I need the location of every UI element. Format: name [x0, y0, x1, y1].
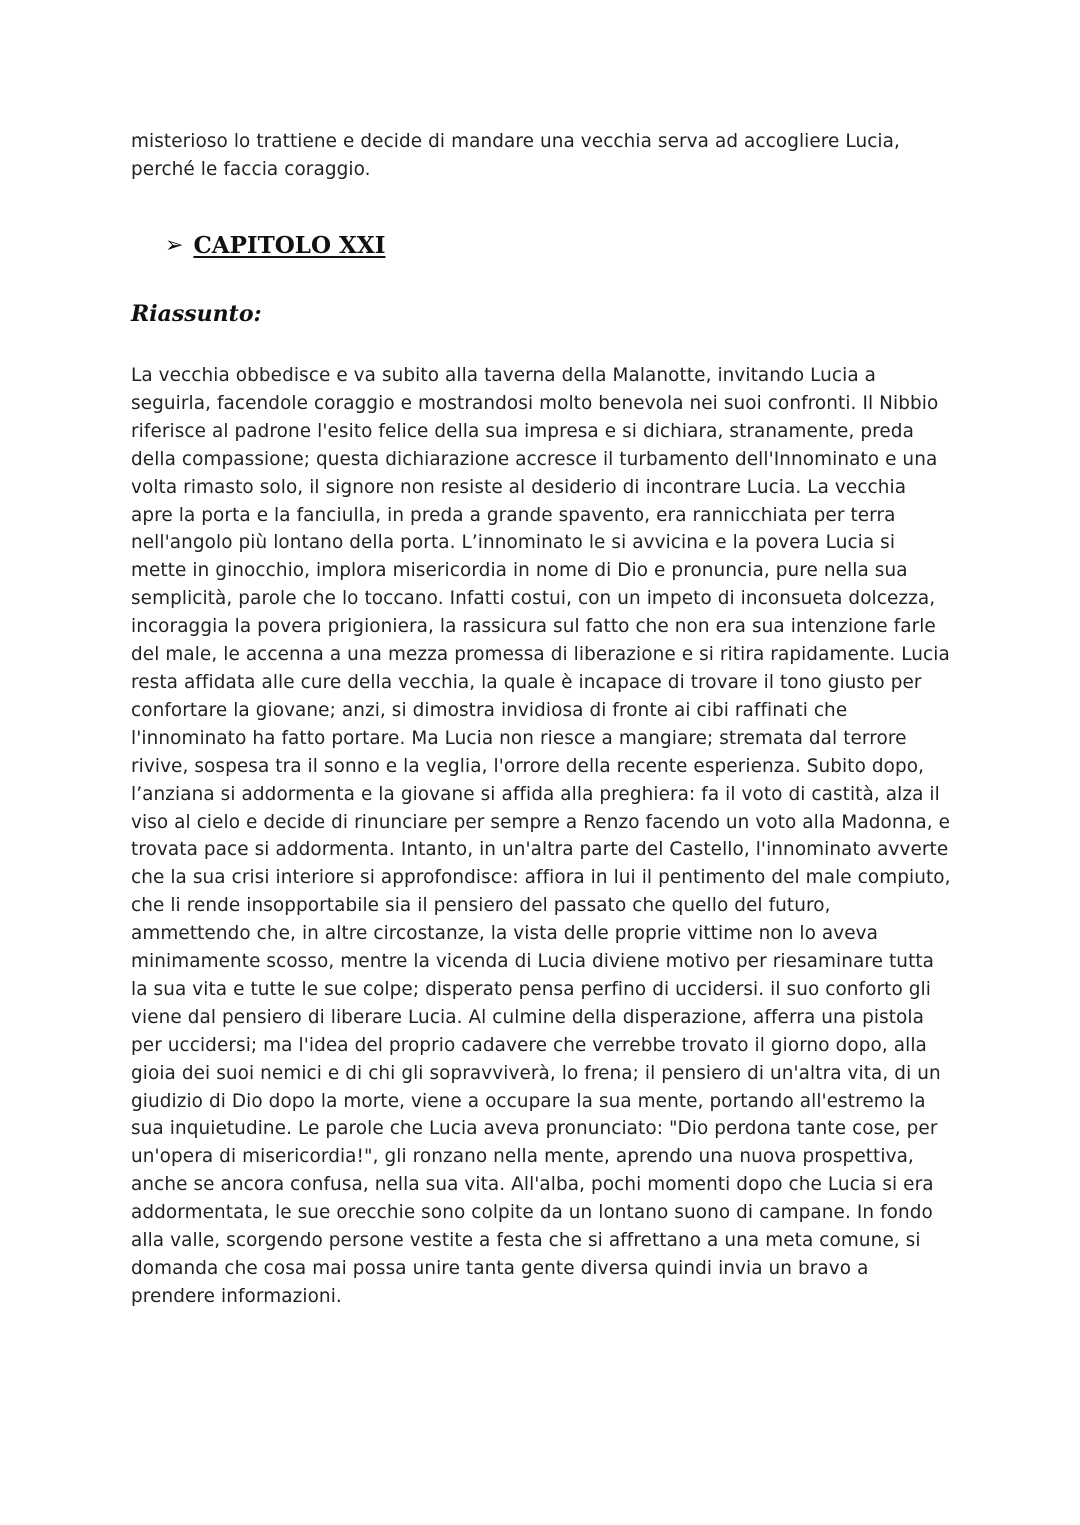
- intro-paragraph: misterioso lo trattiene e decide di mandare una vecchia serva ad accogliere Lucia, perché le faccia coraggio.: [131, 131, 900, 180]
- summary-paragraph: La vecchia obbedisce e va subito alla taverna della Malanotte, invitando Lucia a seguirla, facendole coraggio e mostrandosi molto benevola nei suoi confronti. Il Nibbio riferisce al padrone l'esito felice della sua impresa e si dichiara, stranamente, preda della compassione; questa dichiarazione accresce il turbamento dell'Innominato e una volta rimasto solo, il signore non resiste al desiderio di incontrare Lucia. La vecchia apre la porta e la fanciulla, in preda a grande spavento, era rannicchiata per terra nell'angolo più lontano della porta. L’innominato le si avvicina e la povera Lucia si mette in ginocchio, implora misericordia in nome di Dio e pronuncia, pure nella sua semplicità, parole che lo toccano. Infatti costui, con un impeto di inconsueta dolcezza, incoraggia la povera prigioniera, la rassicura sul fatto che non era sua intenzione farle del male, le accenna a una mezza promessa di liberazione e si ritira rapidamente. Lucia resta affidata alle cure della vecchia, la quale è incapace di trovare il tono giusto per confortare la giovane; anzi, si dimostra invidiosa di fronte ai cibi raffinati che l'innominato ha fatto portare. Ma Lucia non riesce a mangiare; stremata dal terrore rivive, sospesa tra il sonno e la veglia, l'orrore della recente esperienza. Subito dopo, l’anziana si addormenta e la giovane si affida alla preghiera: fa il voto di castità, alza il viso al cielo e decide di rinunciare per sempre a Renzo facendo un voto alla Madonna, e trovata pace si addormenta. Intanto, in un'altra parte del Castello, l'innominato avverte che la sua crisi interiore si approfondisce: affiora in lui il pentimento del male compiuto, che li rende insopportabile sia il pensiero del passato che quello del futuro, ammettendo che, in altre circostanze, la vista delle proprie vittime non lo aveva minimamente scosso, mentre la vicenda di Lucia diviene motivo per riesaminare tutta la sua vita e tutte le sue colpe; disperato pensa perfino di uccidersi. il suo conforto gli viene dal pensiero di liberare Lucia. Al culmine della disperazione, afferra una pistola per uccidersi; ma l'idea del proprio cadavere che verrebbe trovato il giorno dopo, alla gioia dei suoi nemici e di chi gli sopravviverà, lo frena; il pensiero di un'altra vita, di un giudizio di Dio dopo la morte, viene a occupare la sua mente, portando all'estremo la sua inquietudine. Le parole che Lucia aveva pronunciato: "Dio perdona tante cose, per un'opera di misericordia!", gli ronzano nella mente, aprendo una nuova prospettiva, anche se ancora confusa, nella sua vita. All'alba, pochi momenti dopo che Lucia si era addormentata, le sue orecchie sono colpite da un lontano suono di campane. In fondo alla valle, scorgendo persone vestite a festa che si affrettano a una meta comune, si domanda che cosa mai possa unire tanta gente diversa quindi invia un bravo a prendere informazioni.: [131, 365, 951, 1307]
- arrow-bullet-icon: ➢: [165, 233, 184, 258]
- chapter-heading: [165, 228, 951, 264]
- page-content: [131, 128, 951, 1311]
- chapter-title: CAPITOLO XXI: [193, 232, 386, 259]
- summary-heading: Riassunto:: [131, 301, 262, 327]
